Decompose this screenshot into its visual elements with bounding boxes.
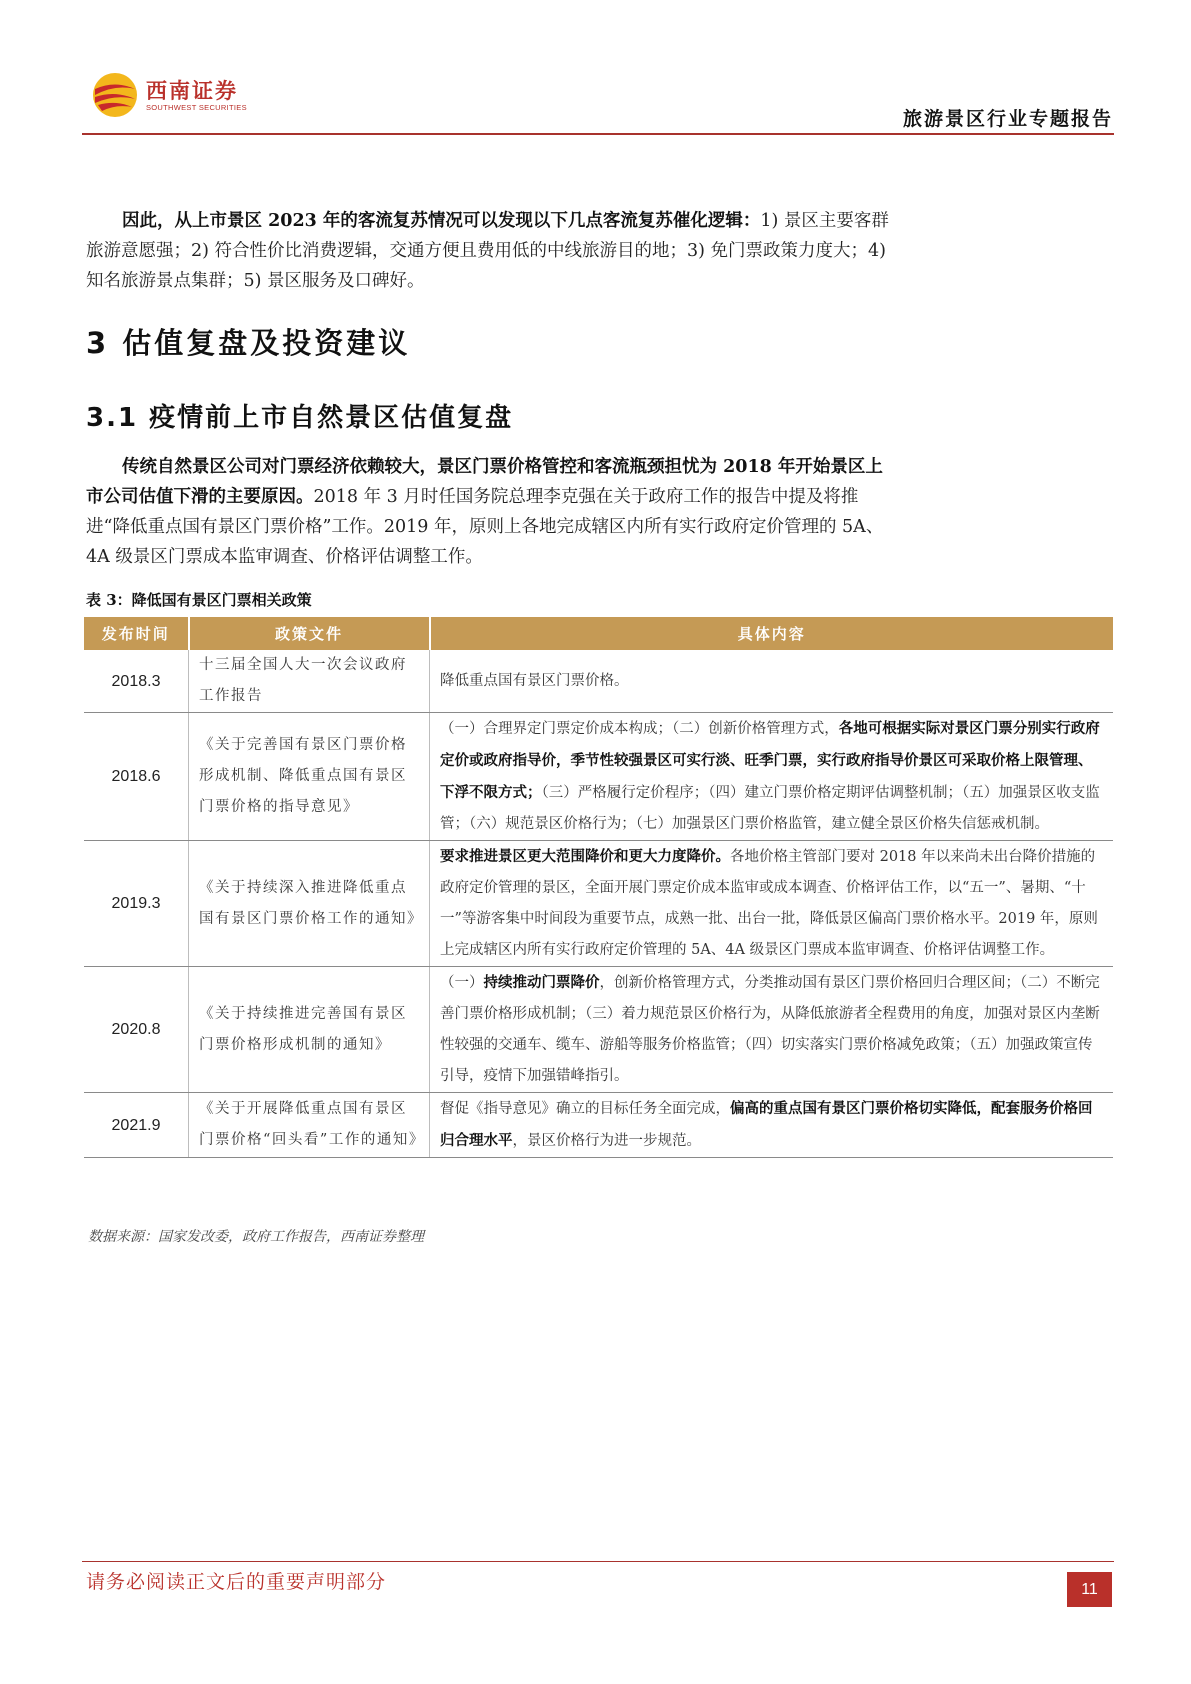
content-segment: 各地价格主管部门要对 2018 年以来尚未出台降价措施的政府定价管理的景区，全面开展门票定价成本监审或成本调查、价格评估工作，以“五一”、暑期、“十一”等游客集中时间段为重要节点，成熟一批、出台一批，降低景区偏高门票价格水平。2019 年，原则上完成辖区内所有实行政府定价管理的 5A、4A 级景区门票成本监审调查、价格评估调整工作。: [440, 849, 1098, 958]
body-bold-lead: 传统自然景区公司对门票经济依赖较大，景区门票价格管控和客流瓶颈担忧为 2018 年开始景区上市公司估值下滑的主要原因。: [86, 457, 883, 507]
disclaimer-text: 请务必阅读正文后的重要声明部分: [86, 1571, 387, 1593]
row-document: 《关于开展降低重点国有景区门票价格“回头看”工作的通知》: [189, 1093, 430, 1158]
data-source-note: 数据来源：国家发改委，政府工作报告，西南证券整理: [88, 1229, 424, 1245]
header-divider: [82, 133, 1114, 135]
content-segment: （一）: [440, 975, 484, 991]
table-row: [84, 967, 1113, 1093]
row-content: [430, 1093, 1114, 1158]
intro-paragraph: [86, 206, 891, 296]
row-date: 2018.3: [84, 650, 189, 713]
row-document: 《关于完善国有景区门票价格形成机制、降低重点国有景区门票价格的指导意见》: [189, 713, 430, 841]
row-document: 《关于持续推进完善国有景区门票价格形成机制的通知》: [189, 967, 430, 1093]
section-heading: 3 估值复盘及投资建议: [86, 326, 411, 360]
content-segment: ，景区价格行为进一步规范。: [512, 1133, 701, 1149]
row-content: [430, 713, 1114, 841]
content-bold-segment: 各地可根据实际对景区门票分别实行政府定价或政府指导价，季节性较强景区可实行淡、旺季门票，实行政府指导价景区可采取价格上限管理、下浮不限方式；: [440, 720, 1100, 801]
row-date: 2019.3: [84, 841, 189, 967]
table-row: [84, 1093, 1113, 1158]
row-content: [430, 650, 1114, 713]
header-content: 具体内容: [430, 617, 1114, 650]
row-content: [430, 841, 1114, 967]
table-row: [84, 841, 1113, 967]
row-document: 《关于持续深入推进降低重点国有景区门票价格工作的通知》: [189, 841, 430, 967]
content-segment: ，创新价格管理方式，分类推动国有景区门票价格回归合理区间；（二）不断完善门票价格形成机制；（三）着力规范景区价格行为，从降低旅游者全程费用的角度，加强对景区内垄断性较强的交通车、缆车、游船等服务价格监管；（四）切实落实门票价格减免政策；（五）加强政策宣传引导，疫情下加强错峰指引。: [440, 975, 1100, 1084]
intro-rest: 1) 景区主要客群旅游意愿强；2) 符合性价比消费逻辑，交通方便且费用低的中线旅游目的地；3) 免门票政策力度大；4) 知名旅游景点集群；5) 景区服务及口碑好。: [86, 211, 889, 291]
content-bold-segment: 持续推动门票降价: [483, 974, 600, 991]
table-row: [84, 713, 1113, 841]
header-document: 政策文件: [189, 617, 430, 650]
table-row: [84, 650, 1113, 713]
policy-table: [84, 617, 1113, 1158]
footer-divider: [82, 1561, 1114, 1562]
report-title: 旅游景区行业专题报告: [902, 108, 1113, 130]
header-date: 发布时间: [84, 617, 189, 650]
logo-english-name: SOUTHWEST SECURITIES: [146, 102, 247, 112]
content-bold-segment: 要求推进景区更大范围降价和更大力度降价。: [440, 848, 730, 865]
row-date: 2020.8: [84, 967, 189, 1093]
body-rest: 2018 年 3 月时任国务院总理李克强在关于政府工作的报告中提及将推进“降低重点国有景区门票价格”工作。2019 年，原则上各地完成辖区内所有实行政府定价管理的 5A、4A 级景区门票成本监审调查、价格评估调整工作。: [86, 487, 884, 567]
subsection-heading: 3.1 疫情前上市自然景区估值复盘: [86, 403, 514, 433]
company-logo: [92, 72, 247, 118]
content-segment: （三）严格履行定价程序；（四）建立门票价格定期评估调整机制；（五）加强景区收支监管；（六）规范景区价格行为；（七）加强景区门票价格监管，建立健全景区价格失信惩戒机制。: [440, 785, 1100, 832]
company-logo-icon: [92, 72, 138, 118]
table-caption: 表 3：降低国有景区门票相关政策: [86, 591, 312, 609]
content-segment: 督促《指导意见》确立的目标任务全面完成，: [440, 1101, 730, 1117]
row-document: 十三届全国人大一次会议政府工作报告: [189, 650, 430, 713]
row-date: 2021.9: [84, 1093, 189, 1158]
logo-chinese-name: 西南证券: [146, 77, 238, 103]
page-number: 11: [1067, 1572, 1112, 1607]
content-segment: 降低重点国有景区门票价格。: [440, 672, 629, 689]
table-header-row: [84, 617, 1113, 650]
row-date: 2018.6: [84, 713, 189, 841]
intro-bold-lead: 因此，从上市景区 2023 年的客流复苏情况可以发现以下几点客流复苏催化逻辑：: [122, 211, 761, 231]
body-paragraph: [86, 452, 891, 572]
row-content: [430, 967, 1114, 1093]
content-bold-segment: 偏高的重点国有景区门票价格切实降低，配套服务价格回归合理水平: [440, 1100, 1093, 1149]
content-segment: （一）合理界定门票定价成本构成；（二）创新价格管理方式，: [440, 721, 839, 737]
